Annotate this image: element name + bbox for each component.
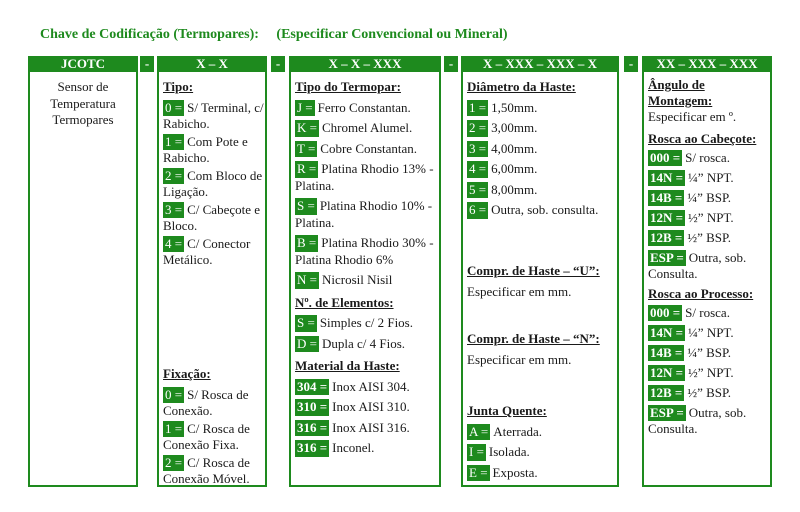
diametro-section (467, 79, 617, 223)
code-badge: ESP = (650, 405, 684, 420)
option-text: ¼” NPT. (688, 170, 734, 185)
code-badge: 4 = (165, 235, 183, 251)
list-item (648, 345, 770, 361)
option-text: C/ Rosca de Conexão Móvel. (163, 454, 250, 486)
code-badge: 5 = (469, 181, 487, 197)
option-text: C/ Rosca de Conexão Fixa. (163, 420, 250, 452)
code-badge: 3 = (165, 201, 183, 217)
list-item (648, 305, 770, 321)
option-text: ½” NPT. (688, 365, 734, 380)
code-badge: ESP = (650, 250, 684, 265)
option-text: Ferro Constantan. (317, 99, 411, 115)
rosca-cabecote-label: Rosca ao Cabeçote: (648, 131, 757, 146)
code-badge: 14B = (650, 345, 683, 360)
list-item (163, 421, 265, 454)
code-badge: 0 = (165, 386, 183, 402)
diametro-label: Diâmetro da Haste: (467, 79, 576, 94)
code-badge: 12N = (650, 210, 684, 225)
code-badge: 14B = (650, 190, 683, 205)
option-text: Nicrosil Nisil (321, 272, 393, 287)
option-text: 4,00mm. (491, 140, 538, 156)
code-badge: 316 = (297, 419, 328, 435)
option-text: Dupla c/ 4 Fios. (321, 335, 406, 351)
list-item (295, 120, 439, 137)
option-text: Chromel Alumel. (321, 120, 413, 135)
list-item (467, 444, 617, 461)
header-haste: X – XXX – XXX – X (461, 56, 619, 72)
option-text: Platina Rhodio 10% - Platina. (295, 198, 433, 230)
code-badge: 3 = (469, 140, 487, 156)
option-text: ¼” BSP. (687, 345, 732, 360)
rosca-processo-label: Rosca ao Processo: (648, 286, 754, 301)
list-item (295, 141, 439, 158)
option-text: Simples c/ 2 Fios. (319, 315, 413, 330)
compr-n-label: Compr. de Haste – “N”: (467, 331, 600, 346)
tipo-label: Tipo: (163, 79, 194, 94)
code-badge: I = (469, 444, 484, 459)
header-termopar: X – X – XXX (289, 56, 441, 72)
page-title (40, 27, 508, 43)
list-item (648, 230, 770, 246)
list-item (295, 272, 439, 289)
sensor-description: Sensor de Temperatura Termopares (50, 79, 116, 127)
list-item (163, 168, 265, 201)
separator-2: - (271, 56, 285, 72)
code-badge: 6 = (469, 202, 487, 217)
code-badge: 14N = (650, 170, 684, 185)
list-item (648, 365, 770, 381)
option-text: Platina Rhodio 30% - Platina Rhodio 6% (295, 235, 434, 267)
option-text: Com Pote e Rabicho. (163, 133, 248, 165)
code-badge: 000 = (650, 305, 681, 320)
option-text: Inox AISI 310. (332, 399, 410, 414)
list-item (163, 236, 265, 269)
list-item (295, 440, 439, 457)
code-badge: 2 = (165, 454, 183, 470)
list-item (295, 379, 439, 396)
code-badge: 1 = (165, 133, 183, 149)
option-text: Platina Rhodio 13% - Platina. (295, 161, 434, 193)
list-item (467, 100, 617, 117)
option-text: S/ rosca. (685, 150, 730, 165)
code-badge: N = (297, 272, 317, 287)
code-badge: 304 = (297, 378, 328, 394)
code-badge: T = (297, 140, 316, 156)
list-item (467, 161, 617, 178)
list-item (295, 336, 439, 353)
material-label: Material da Haste: (295, 358, 400, 373)
option-text: 8,00mm. (491, 181, 538, 197)
option-text: Exposta. (492, 464, 538, 480)
column-jcotc (28, 72, 138, 487)
title-main: Chave de Codificação (Termopares): (40, 27, 259, 42)
code-badge: D = (297, 335, 317, 351)
list-item (648, 190, 770, 206)
list-item (295, 100, 439, 117)
option-text: Outra, sob. Consulta. (648, 405, 747, 436)
separator-1: - (140, 56, 154, 72)
list-item (467, 120, 617, 137)
list-item (648, 385, 770, 401)
option-text: Com Bloco de Ligação. (163, 167, 263, 199)
separator-4: - (624, 56, 638, 72)
list-item (163, 455, 265, 488)
junta-section (467, 403, 617, 485)
option-text: 3,00mm. (491, 120, 538, 135)
elementos-label: Nº. de Elementos: (295, 294, 394, 310)
code-badge: 12N = (650, 365, 684, 380)
option-text: ½” NPT. (688, 210, 734, 225)
tipo-termopar-label: Tipo do Termopar: (295, 79, 401, 94)
option-text: 1,50mm. (491, 99, 538, 115)
code-badge: E = (469, 464, 488, 480)
option-text: Inconel. (332, 440, 375, 455)
option-text: ½” BSP. (687, 230, 732, 245)
list-item (467, 465, 617, 482)
angulo-text: Especificar em º. (648, 109, 737, 124)
code-badge: 12B = (650, 385, 683, 400)
option-text: Cobre Constantan. (320, 140, 418, 156)
list-item (648, 210, 770, 226)
list-item (648, 170, 770, 186)
header-jcotc: JCOTC (28, 56, 138, 72)
code-badge: 316 = (297, 440, 328, 455)
list-item (648, 405, 770, 437)
fixacao-section (163, 366, 265, 489)
list-item (295, 399, 439, 416)
code-badge: 1 = (469, 99, 487, 115)
code-badge: 000 = (650, 150, 681, 165)
tipo-section (163, 79, 265, 270)
header-tipo-fixacao: X – X (157, 56, 267, 72)
code-badge: 4 = (469, 161, 487, 176)
list-item (648, 150, 770, 166)
option-text: ¼” BSP. (687, 190, 732, 205)
fixacao-label: Fixação: (163, 366, 211, 381)
angulo-label: Ângulo de Montagem: (648, 77, 713, 108)
code-badge: S = (297, 315, 315, 330)
list-item (163, 387, 265, 420)
list-item (648, 325, 770, 341)
header-rosca: XX – XXX – XXX (642, 56, 772, 72)
option-text: Inox AISI 304. (332, 378, 410, 394)
termopar-section (295, 79, 439, 461)
code-badge: A = (469, 423, 489, 439)
list-item (295, 420, 439, 437)
compr-u-section (467, 263, 617, 304)
list-item (467, 202, 617, 219)
option-text: Isolada. (488, 444, 530, 459)
option-text: ½” BSP. (687, 385, 732, 400)
option-text: S/ Rosca de Conexão. (163, 386, 249, 418)
list-item (295, 161, 439, 194)
code-badge: B = (297, 235, 317, 250)
code-badge: 2 = (165, 167, 183, 183)
option-text: ¼” NPT. (688, 325, 734, 340)
list-item (295, 315, 439, 332)
junta-label: Junta Quente: (467, 403, 547, 418)
compr-n-text: Especificar em mm. (467, 351, 572, 367)
list-item (163, 202, 265, 235)
code-badge: 1 = (165, 420, 183, 436)
compr-n-section (467, 331, 617, 372)
list-item (467, 424, 617, 441)
list-item (163, 134, 265, 167)
code-badge: K = (297, 120, 317, 135)
code-badge: S = (297, 198, 315, 213)
compr-u-label: Compr. de Haste – “U”: (467, 263, 600, 278)
list-item (467, 141, 617, 158)
list-item (163, 100, 265, 133)
list-item (295, 235, 439, 268)
code-badge: 0 = (165, 99, 183, 115)
title-spec: (Especificar Convencional ou Mineral) (276, 27, 508, 42)
option-text: S/ Terminal, c/ Rabicho. (163, 99, 264, 131)
option-text: Outra, sob. consulta. (491, 202, 599, 217)
option-text: Outra, sob. Consulta. (648, 250, 747, 281)
code-badge: R = (297, 161, 317, 176)
option-text: C/ Conector Metálico. (163, 235, 251, 267)
code-badge: 2 = (469, 120, 487, 135)
option-text: 6,00mm. (491, 161, 538, 176)
option-text: Inox AISI 316. (332, 419, 410, 435)
list-item (648, 250, 770, 282)
list-item (467, 182, 617, 199)
list-item (295, 198, 439, 231)
code-badge: 14N = (650, 325, 684, 340)
option-text: Aterrada. (493, 423, 542, 439)
rosca-section (648, 77, 770, 441)
separator-3: - (444, 56, 458, 72)
code-badge: 310 = (297, 399, 328, 414)
code-badge: J = (297, 99, 313, 115)
code-badge: 12B = (650, 230, 683, 245)
option-text: S/ rosca. (685, 305, 730, 320)
option-text: C/ Cabeçote e Bloco. (163, 201, 261, 233)
compr-u-text: Especificar em mm. (467, 283, 572, 299)
